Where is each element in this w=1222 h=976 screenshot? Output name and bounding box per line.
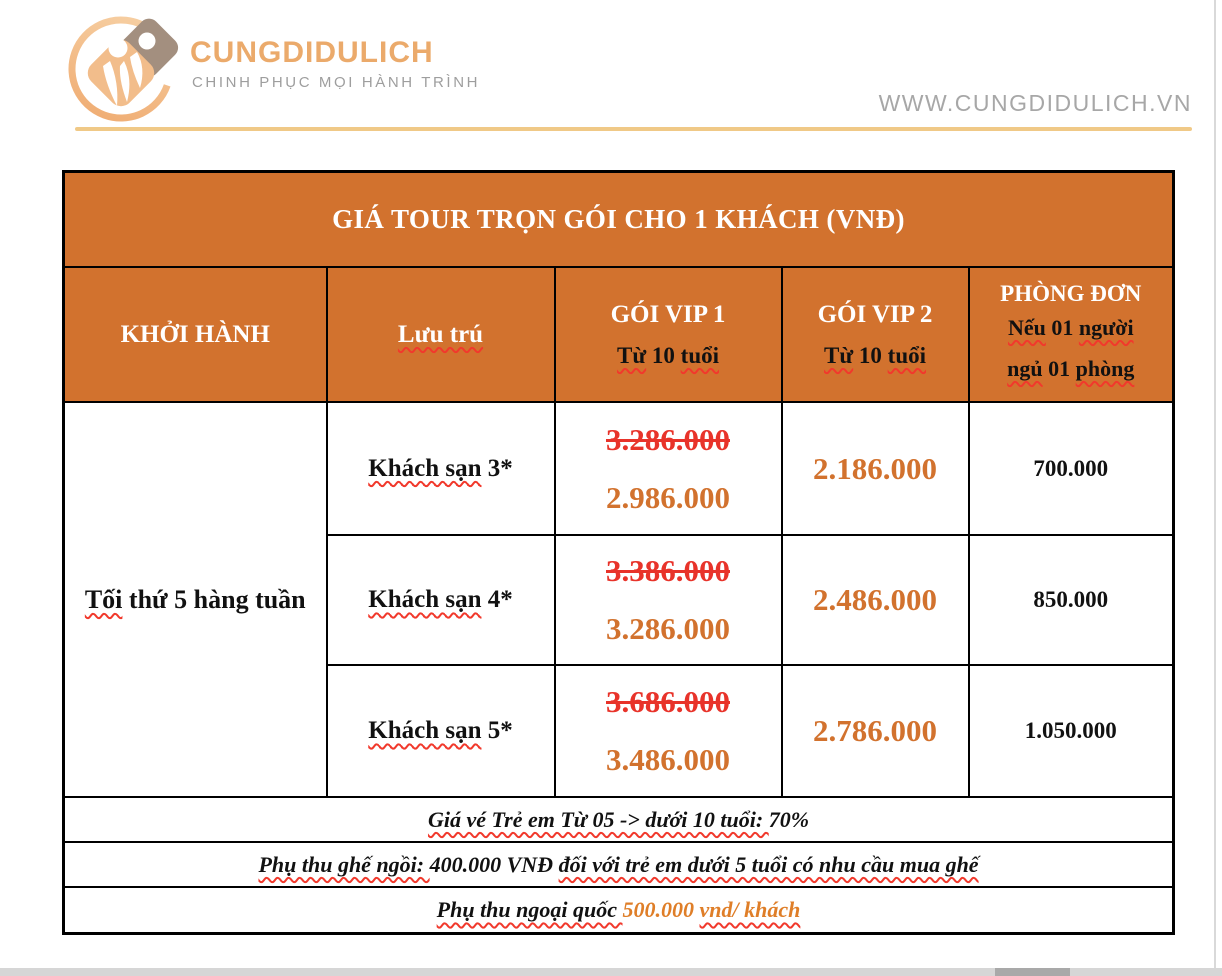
- text-segment: vnd/ khách: [699, 897, 801, 922]
- horizontal-scrollbar[interactable]: [0, 968, 1222, 976]
- note-row: [64, 797, 1174, 842]
- header-sublabel: [970, 348, 1173, 389]
- text-segment: đối với trẻ em dưới 5 tuổi có nhu cầu mua ghế: [558, 851, 979, 877]
- vip2-price-cell: 2.486.000: [782, 535, 969, 665]
- header-label: GÓI VIP 2: [817, 300, 933, 328]
- text-segment: 400.000 VNĐ: [429, 851, 559, 877]
- column-header-row: [64, 267, 1174, 402]
- new-price: 2.986.000: [606, 479, 730, 515]
- text-segment: 500.000: [622, 897, 700, 922]
- header-label: Lưu trú: [397, 320, 484, 348]
- text-segment: 10: [853, 342, 888, 368]
- text-segment: tuổi: [887, 342, 926, 368]
- text-segment: Khách sạn: [368, 586, 482, 613]
- text-segment: Tối: [84, 584, 123, 614]
- brand-tagline: CHINH PHỤC MỌI HÀNH TRÌNH: [192, 74, 481, 91]
- table-title: GIÁ TOUR TRỌN GÓI CHO 1 KHÁCH (VNĐ): [64, 172, 1174, 268]
- single-room-price-cell: 700.000: [969, 402, 1174, 535]
- hotel-cell: [327, 402, 555, 535]
- note-seat-surcharge: [64, 842, 1174, 887]
- header-goi-vip-1: [555, 267, 782, 402]
- text-segment: ngủ: [1007, 355, 1043, 381]
- header-sublabel: [556, 343, 781, 369]
- new-price: 3.286.000: [606, 611, 730, 646]
- text-segment: tuổi: [680, 342, 719, 368]
- text-segment: Giá vé Trẻ em Từ 05 -> dưới 10 tuổi:: [427, 806, 769, 832]
- header-luu-tru: [327, 267, 555, 402]
- website-url: WWW.CUNGDIDULICH.VN: [878, 90, 1192, 116]
- vip2-price-cell: 2.186.000: [782, 402, 969, 535]
- page-edge-line: [1214, 0, 1216, 968]
- header-label: PHÒNG ĐƠN: [1000, 280, 1142, 306]
- header-divider: [75, 127, 1192, 131]
- table-title-row: [64, 172, 1174, 268]
- text-segment: 01: [1042, 355, 1076, 381]
- header-label: GÓI VIP 1: [610, 300, 726, 328]
- header-phong-don: [969, 267, 1174, 402]
- hotel-cell: [327, 535, 555, 665]
- hotel-cell: [327, 665, 555, 797]
- text-segment: Phụ thu ngoại quốc: [436, 897, 623, 922]
- text-segment: 5*: [481, 717, 513, 744]
- brand-name: CUNGDIDULICH: [190, 36, 434, 69]
- note-row: [64, 887, 1174, 934]
- brand-logo-icon: [66, 8, 182, 126]
- text-segment: người: [1078, 314, 1134, 340]
- text-segment: Phụ thu ghế ngồi:: [258, 851, 430, 877]
- text-segment: Từ: [824, 342, 854, 368]
- tour-price-table: [62, 170, 1175, 935]
- header-sublabel: [783, 343, 968, 369]
- header-sublabel: [970, 307, 1173, 348]
- vip2-price-cell: 2.786.000: [782, 665, 969, 797]
- note-foreigner-surcharge: [64, 887, 1174, 934]
- text-segment: Khách sạn: [368, 454, 482, 482]
- new-price: 3.486.000: [606, 742, 730, 777]
- horizontal-scrollbar-thumb[interactable]: [995, 968, 1070, 976]
- table-row: [64, 402, 1174, 535]
- header-khoi-hanh: [64, 267, 327, 402]
- vip1-price-cell: [555, 665, 782, 797]
- text-segment: Từ: [617, 342, 647, 368]
- single-room-price-cell: 1.050.000: [969, 665, 1174, 797]
- text-segment: Khách sạn: [368, 717, 482, 744]
- text-segment: Nếu: [1007, 314, 1046, 340]
- text-segment: 70%: [768, 806, 810, 832]
- old-price: 3.386.000: [606, 553, 730, 588]
- vip1-price-cell: [555, 402, 782, 535]
- single-room-price-cell: 850.000: [969, 535, 1174, 665]
- note-children-price: [64, 797, 1174, 842]
- text-segment: phòng: [1075, 355, 1135, 381]
- header-label: KHỞI HÀNH: [120, 320, 270, 348]
- text-segment: 4*: [481, 586, 513, 613]
- old-price: 3.686.000: [606, 684, 730, 719]
- text-segment: thứ 5 hàng tuần: [122, 584, 306, 614]
- note-row: [64, 842, 1174, 887]
- text-segment: 10: [646, 342, 681, 368]
- text-segment: 3*: [481, 454, 513, 482]
- vip1-price-cell: [555, 535, 782, 665]
- text-segment: 01: [1045, 314, 1079, 340]
- header-goi-vip-2: [782, 267, 969, 402]
- departure-cell: [64, 402, 327, 797]
- old-price: 3.286.000: [606, 421, 730, 457]
